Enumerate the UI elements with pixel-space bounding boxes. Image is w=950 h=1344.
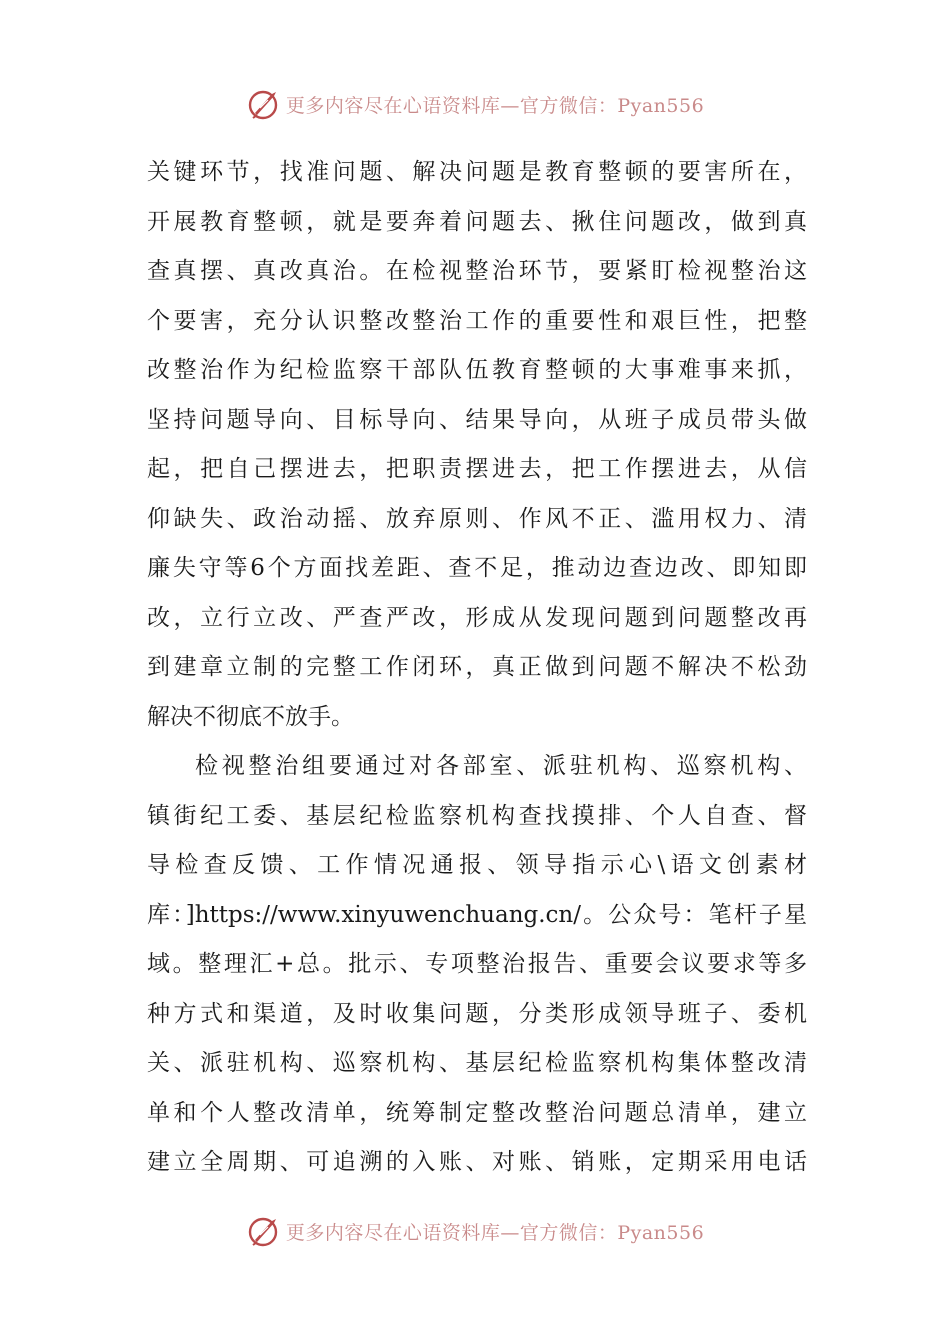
text-line: 镇街纪工委、基层纪检监察机构查找摸排、个人自查、督: [147, 802, 807, 829]
text-line: 坚持问题导向、目标导向、结果导向，从班子成员带头做: [147, 406, 807, 433]
text-line: 导检查反馈、工作情况通报、领导指示心\语文创素材: [147, 852, 807, 878]
text-line: 域。整理汇+总。批示、专项整治报告、重要会议要求等多: [147, 951, 807, 977]
text-line: 关键环节，找准问题、解决问题是教育整顿的要害所在，: [147, 159, 807, 185]
quill-pen-logo-icon: [246, 86, 282, 122]
text-line: 仰缺失、政治动摇、放弃原则、作风不正、滥用权力、清: [147, 505, 807, 532]
text-line: 检视整治组要通过对各部室、派驻机构、巡察机构、: [195, 753, 807, 779]
text-line: 种方式和渠道，及时收集问题，分类形成领导班子、委机: [147, 1000, 807, 1027]
text-line: 库：]https://www.xinyuwenchuang.cn/。公众号：笔杆子星: [147, 901, 807, 928]
text-line: 改，立行立改、严查严改，形成从发现问题到问题整改再: [147, 604, 807, 631]
watermark-text: 更多内容尽在心语资料库—官方微信：Pyan556: [285, 94, 705, 117]
document-body: [147, 148, 807, 1188]
text-line: 起，把自己摆进去，把职责摆进去，把工作摆进去，从信: [147, 456, 807, 482]
text-line: 查真摆、真改真治。在检视整治环节，要紧盯检视整治这: [147, 258, 807, 284]
text-line: 解决不彻底不放手。: [147, 703, 354, 730]
text-line: 单和个人整改清单，统筹制定整改整治问题总清单，建立: [147, 1099, 807, 1126]
footer-watermark: [0, 1209, 950, 1253]
text-line: 廉失守等6个方面找差距、查不足，推动边查边改、即知即: [147, 555, 807, 581]
text-line: 开展教育整顿，就是要奔着问题去、揪住问题改，做到真: [147, 208, 807, 235]
text-line: 个要害，充分认识整改整治工作的重要性和艰巨性，把整: [147, 307, 807, 334]
text-line: 改整治作为纪检监察干部队伍教育整顿的大事难事来抓，: [147, 357, 807, 383]
watermark-text: 更多内容尽在心语资料库—官方微信：Pyan556: [285, 1221, 705, 1244]
quill-pen-logo-icon: [246, 1213, 282, 1249]
header-watermark: [0, 82, 950, 126]
text-line: 关、派驻机构、巡察机构、基层纪检监察机构集体整改清: [147, 1050, 807, 1076]
text-line: 建立全周期、可追溯的入账、对账、销账，定期采用电话: [147, 1149, 807, 1175]
text-line: 到建章立制的完整工作闭环，真正做到问题不解决不松劲: [147, 654, 807, 680]
